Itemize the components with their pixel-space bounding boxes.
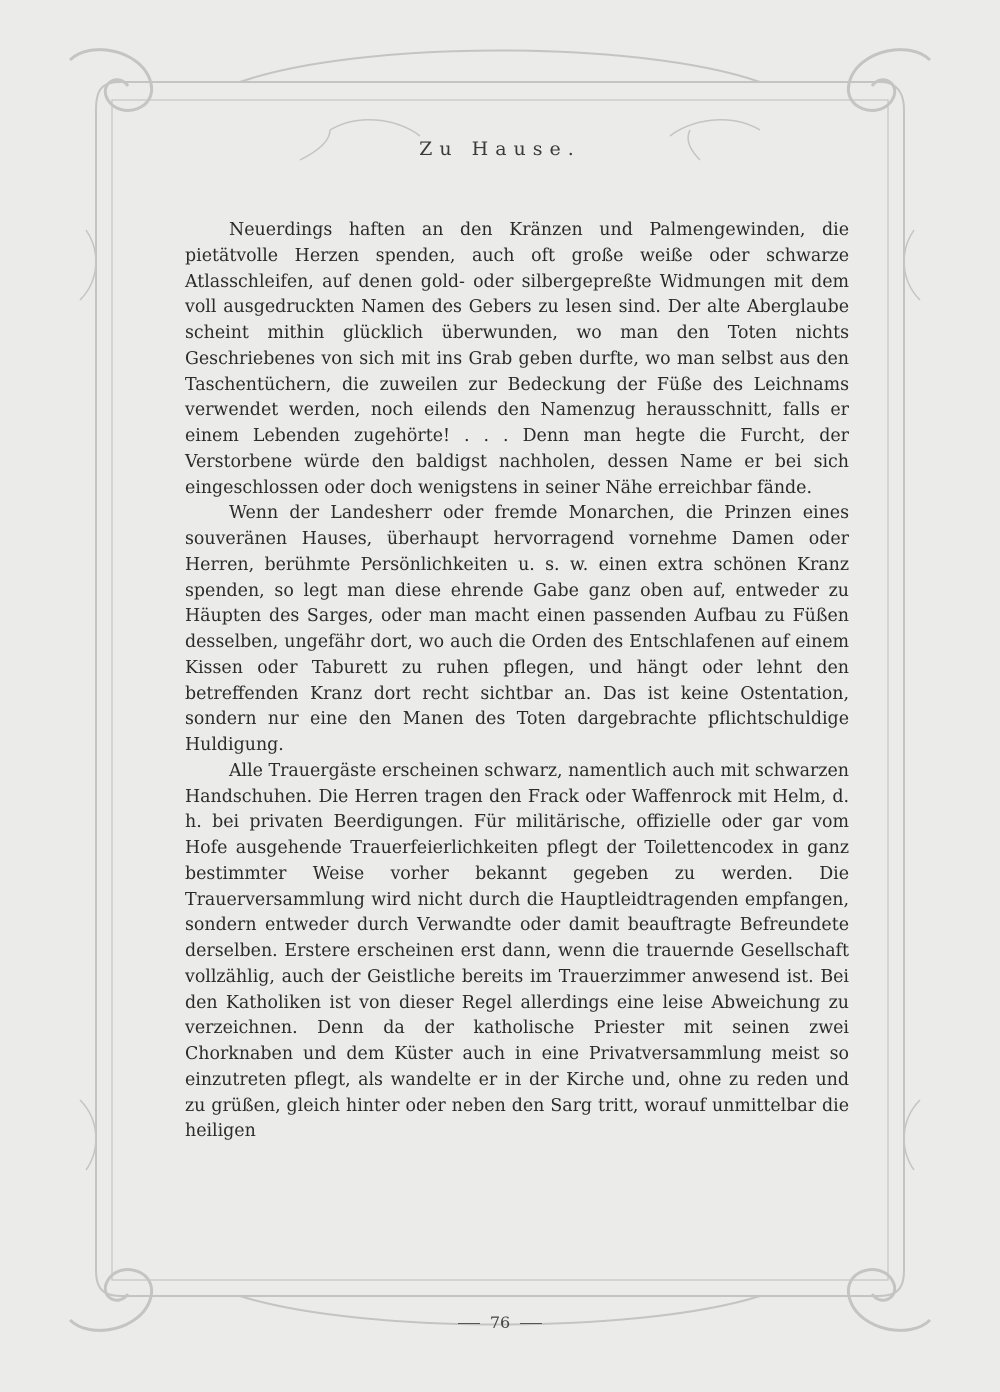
dash-left <box>458 1323 480 1324</box>
dash-right <box>520 1323 542 1324</box>
page-number-footer <box>0 1313 1000 1332</box>
body-text <box>185 218 849 1145</box>
running-title: Zu Hause. <box>419 138 581 160</box>
paragraph: Neuerdings haften an den Kränzen und Palmengewinden, die pietätvolle Herzen spenden, auch oft große weiße oder schwarze Atlasschleifen, auf denen gold- oder silbergepreßte Widmungen mit dem voll ausgedruckten Namen des Gebers zu lesen sind. Der alte Aberglaube scheint mithin glücklich überwunden, wo man den Toten nichts Geschriebenes von sich mit ins Grab geben durfte, wo man selbst aus den Taschentüchern, die zuweilen zur Bedeckung der Füße des Leichnams verwendet werden, noch eilends den Namenzug herausschnitt, falls er einem Lebenden zugehörte! . . . Denn man hegte die Furcht, der Verstorbene würde den baldigst nachholen, dessen Name er bei sich eingeschlossen oder doch wenigstens in seiner Nähe erreichbar fände. <box>185 220 849 498</box>
page-number: 76 <box>489 1313 511 1332</box>
paragraph: Alle Trauergäste erscheinen schwarz, namentlich auch mit schwarzen Handschuhen. Die Herren tragen den Frack oder Waffenrock mit Helm, d. h. bei privaten Beerdigungen. Für militärische, offizielle oder gar vom Hofe ausgehende Trauerfeierlichkeiten pflegt der Toilettencodex in ganz bestimmter Weise vorher bekannt gegeben zu werden. Die Trauerversammlung wird nicht durch die Hauptleidtragenden empfangen, sondern entweder durch Verwandte oder damit beauftragte Befreundete derselben. Erstere erscheinen erst dann, wenn die trauernde Gesellschaft vollzählig, auch der Geistliche bereits im Trauerzimmer anwesend ist. Bei den Katholiken ist von dieser Regel allerdings eine leise Abweichung zu verzeichnen. Denn da der katholische Priester mit seinen zwei Chorknaben und dem Küster auch in eine Privatversammlung meist so einzutreten pflegt, als wandelte er in der Kirche und, ohne zu reden und zu grüßen, gleich hinter oder neben den Sarg tritt, worauf unmittelbar die heiligen <box>185 760 849 1142</box>
paragraph: Wenn der Landesherr oder fremde Monarchen, die Prinzen eines souveränen Hauses, überhaupt hervorragend vornehme Damen oder Herren, berühmte Persönlichkeiten u. s. w. einen extra schönen Kranz spenden, so legt man diese ehrende Gabe ganz oben auf, entweder zu Häupten des Sarges, oder man macht einen passenden Aufbau zu Füßen desselben, ungefähr dort, wo auch die Orden des Entschlafenen auf einem Kissen oder Taburett zu ruhen pflegen, und hängt oder lehnt den betreffenden Kranz dort recht sichtbar an. Das ist keine Ostentation, sondern nur eine den Manen des Toten dargebrachte pflichtschuldige Huldigung. <box>185 503 849 755</box>
